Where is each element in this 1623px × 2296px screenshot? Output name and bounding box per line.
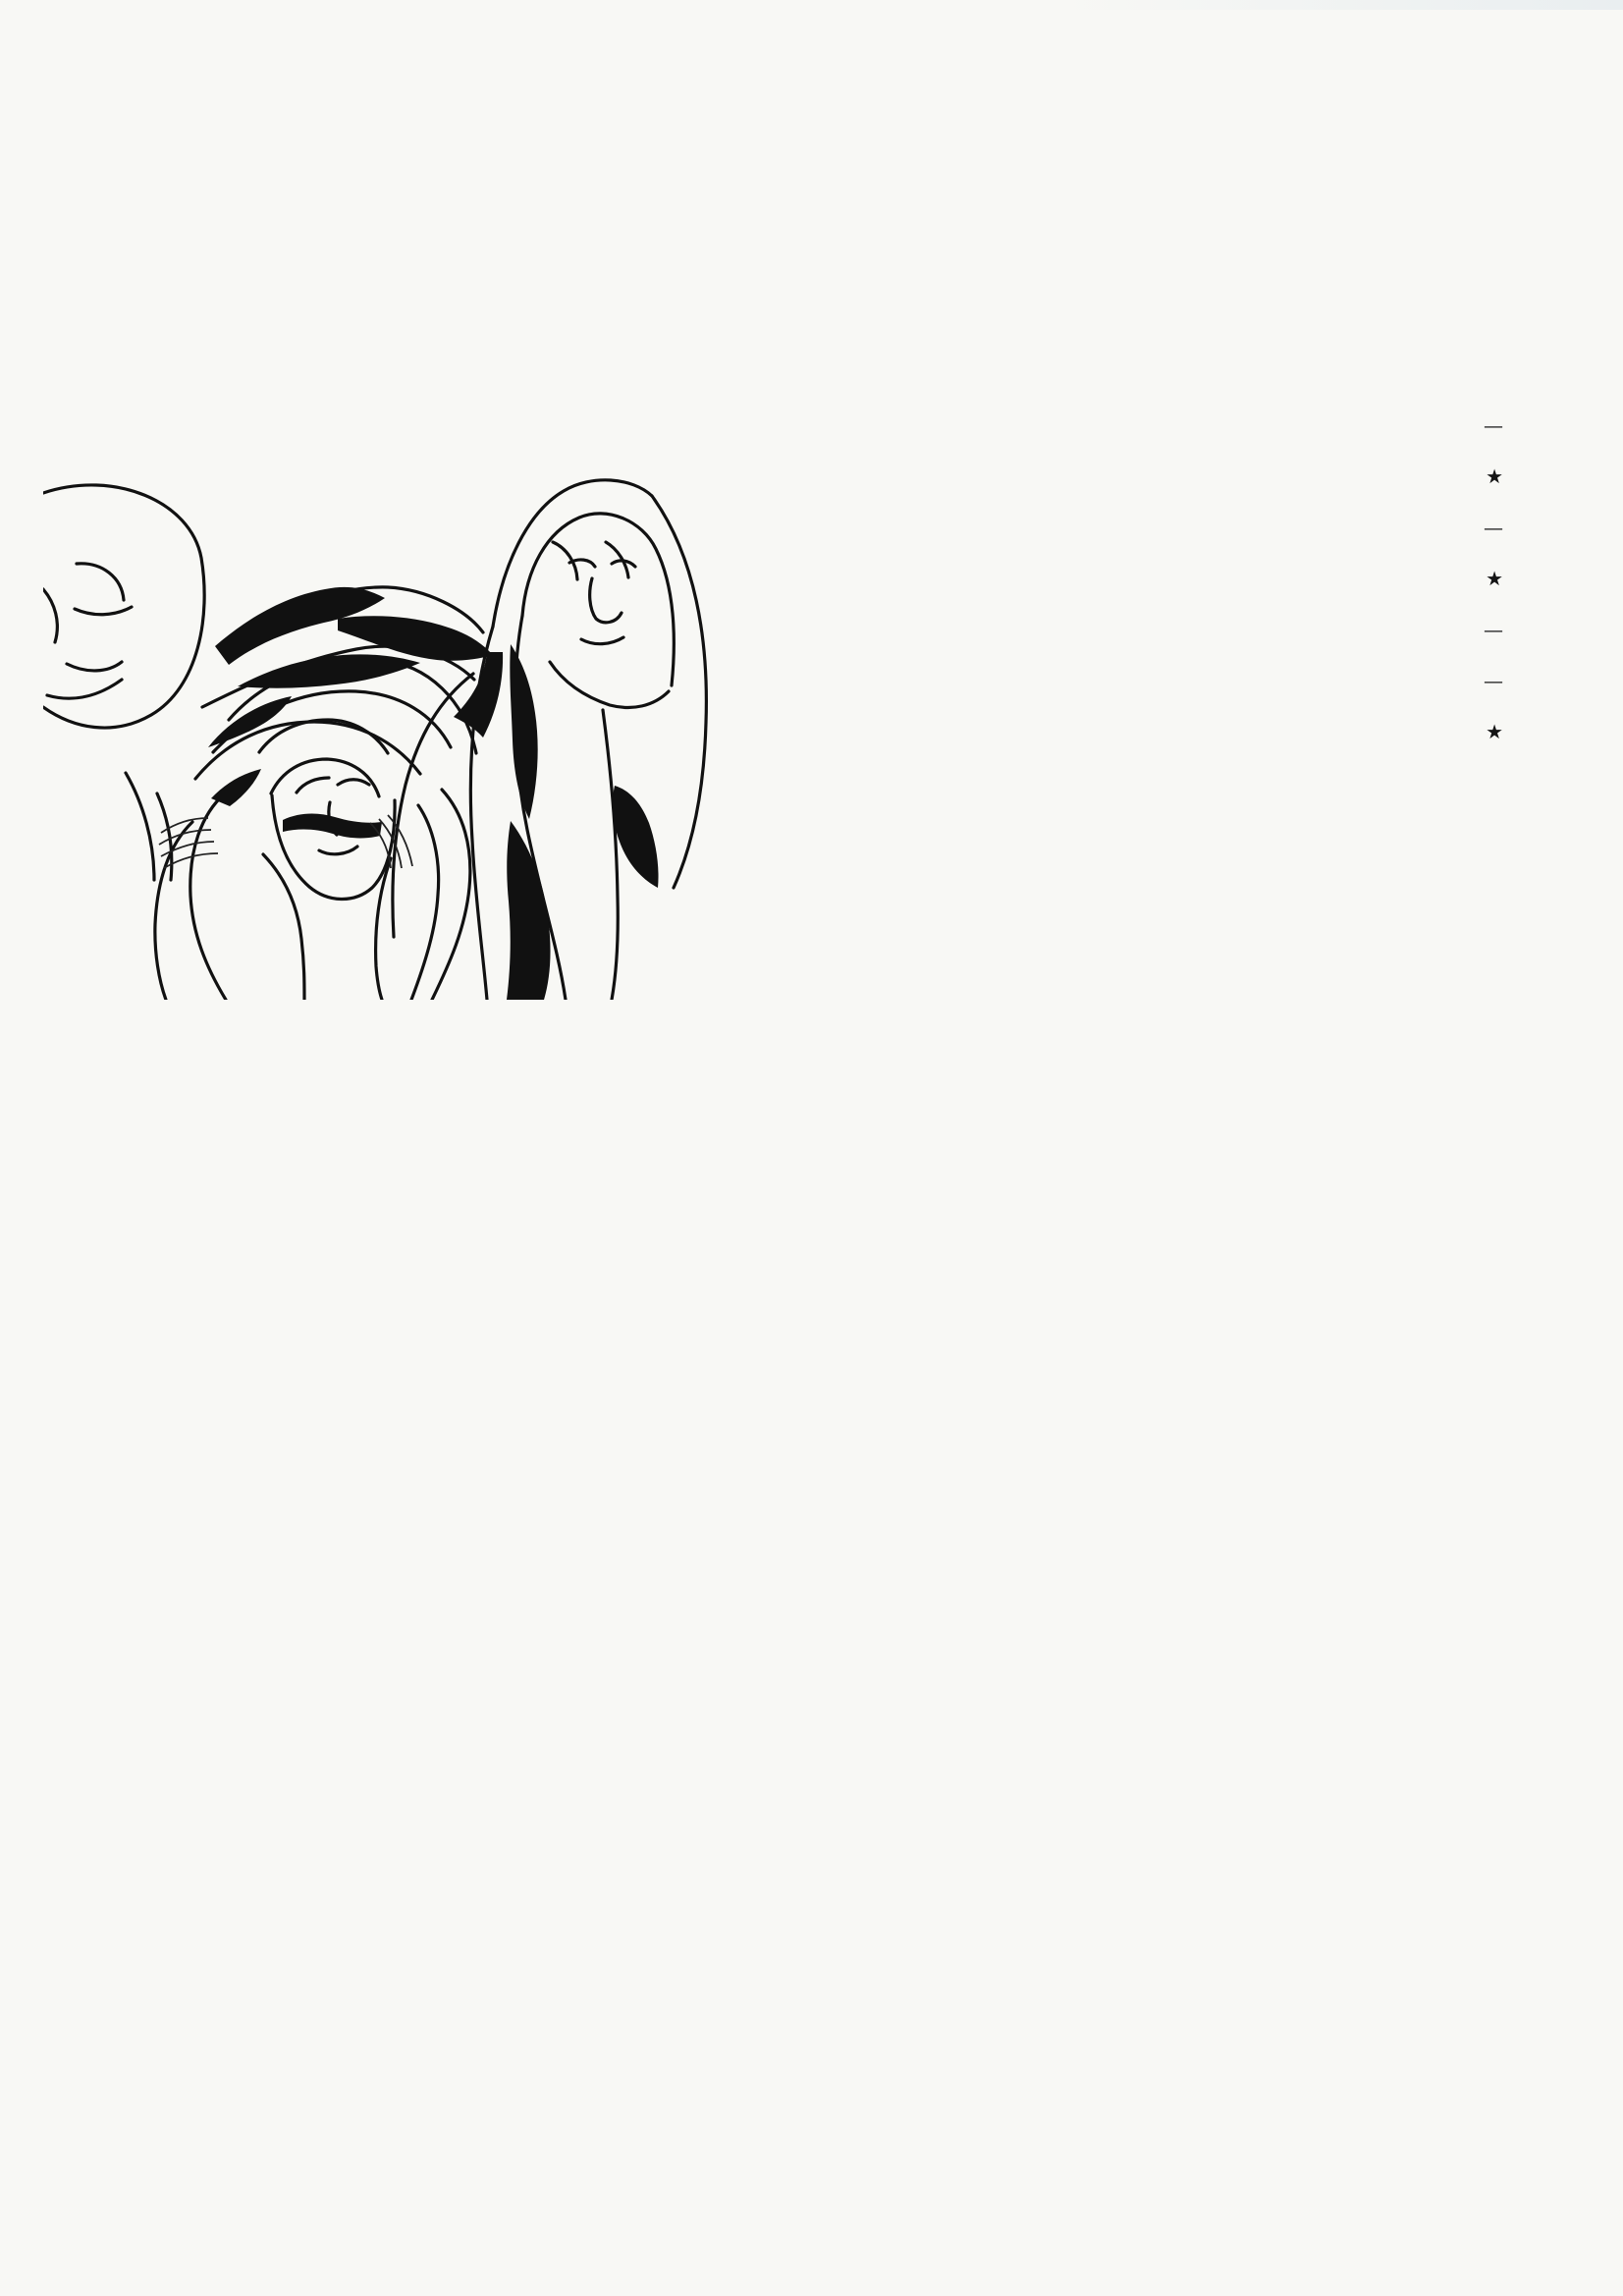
paragraph xyxy=(850,505,1503,551)
paragraph xyxy=(850,607,1503,653)
paragraph xyxy=(850,556,1503,602)
paragraph xyxy=(850,454,1503,500)
paragraph xyxy=(850,403,1503,449)
left-text-column xyxy=(108,1003,772,1008)
scan-edge xyxy=(1054,0,1623,10)
paragraph xyxy=(850,709,1503,755)
women-in-veils-illustration-icon xyxy=(43,469,752,1000)
right-text-column xyxy=(850,403,1503,760)
paragraph xyxy=(850,658,1503,704)
